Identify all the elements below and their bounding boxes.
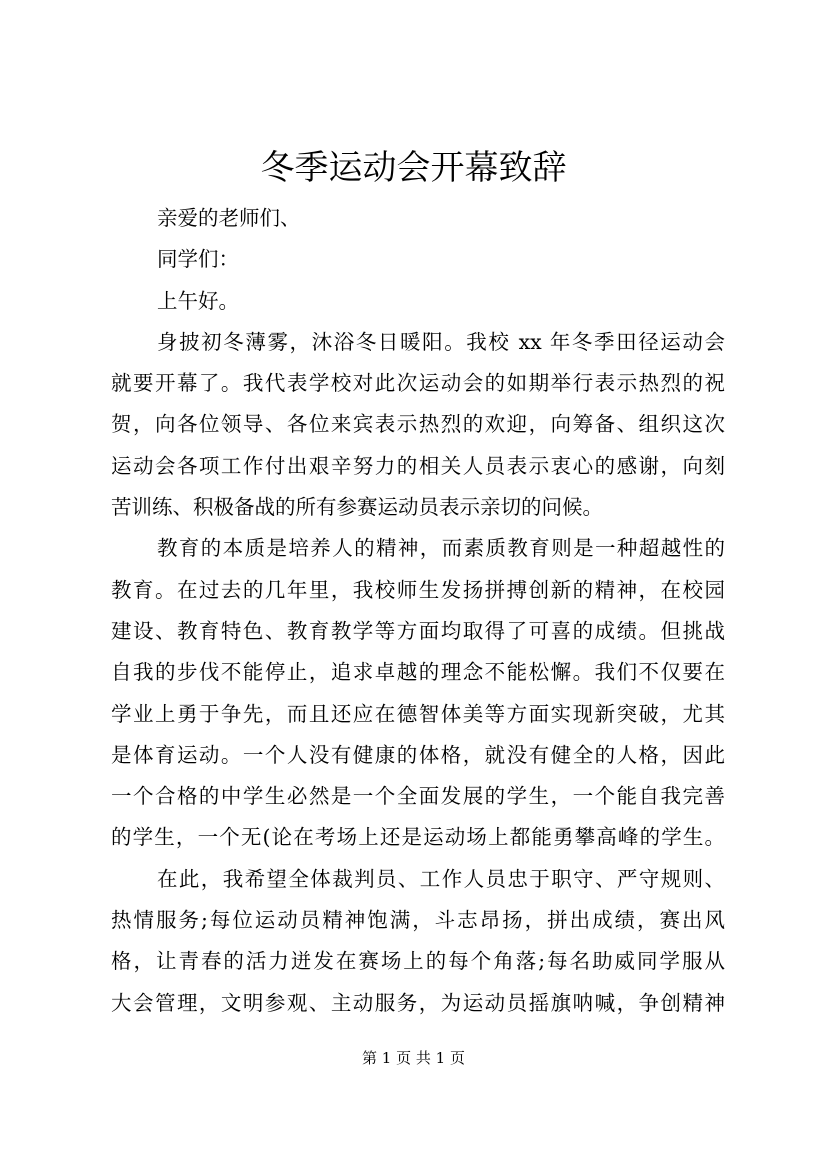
body-line: 就要开幕了。我代表学校对此次运动会的如期举行表示热烈的祝 xyxy=(111,371,725,396)
body-line: 上午好。 xyxy=(157,288,239,313)
body-line: 运动会各项工作付出艰辛努力的相关人员表示衷心的感谢，向刻 xyxy=(111,453,725,478)
body-line: 身披初冬薄雾，沐浴冬日暖阳。我校 xx 年冬季田径运动会 xyxy=(157,329,725,354)
body-line: 的学生，一个无(论在考场上还是运动场上都能勇攀高峰的学生。 xyxy=(111,825,725,850)
body-line: 学业上勇于争先，而且还应在德智体美等方面实现新突破，尤其 xyxy=(111,701,725,726)
body-line: 热情服务;每位运动员精神饱满，斗志昂扬，拼出成绩，赛出风 xyxy=(111,908,725,933)
body-line: 一个合格的中学生必然是一个全面发展的学生，一个能自我完善 xyxy=(111,784,725,809)
body-line: 自我的步伐不能停止，追求卓越的理念不能松懈。我们不仅要在 xyxy=(111,660,725,685)
body-line: 在此，我希望全体裁判员、工作人员忠于职守、严守规则、 xyxy=(157,866,725,891)
body-line: 同学们： xyxy=(157,247,239,272)
body-line: 格，让青春的活力迸发在赛场上的每个角落;每名助威同学服从 xyxy=(111,949,725,974)
body-line: 教育。在过去的几年里，我校师生发扬拼搏创新的精神，在校园 xyxy=(111,577,725,602)
body-line: 建设、教育特色、教育教学等方面均取得了可喜的成绩。但挑战 xyxy=(111,618,725,643)
body-line: 大会管理，文明参观、主动服务，为运动员摇旗呐喊，争创精神 xyxy=(111,990,725,1015)
document-body xyxy=(111,198,725,1024)
body-line: 亲爱的老师们、 xyxy=(157,206,301,230)
body-line: 是体育运动。一个人没有健康的体格，就没有健全的人格，因此 xyxy=(111,742,725,767)
body-line: 教育的本质是培养人的精神，而素质教育则是一种超越性的 xyxy=(157,536,725,561)
page-footer: 第 1 页 共 1 页 xyxy=(362,1049,465,1067)
body-line: 贺，向各位领导、各位来宾表示热烈的欢迎，向筹备、组织这次 xyxy=(111,412,725,437)
body-line: 苦训练、积极备战的所有参赛运动员表示亲切的问候。 xyxy=(111,495,603,520)
document-title: 冬季运动会开幕致辞 xyxy=(260,148,567,188)
